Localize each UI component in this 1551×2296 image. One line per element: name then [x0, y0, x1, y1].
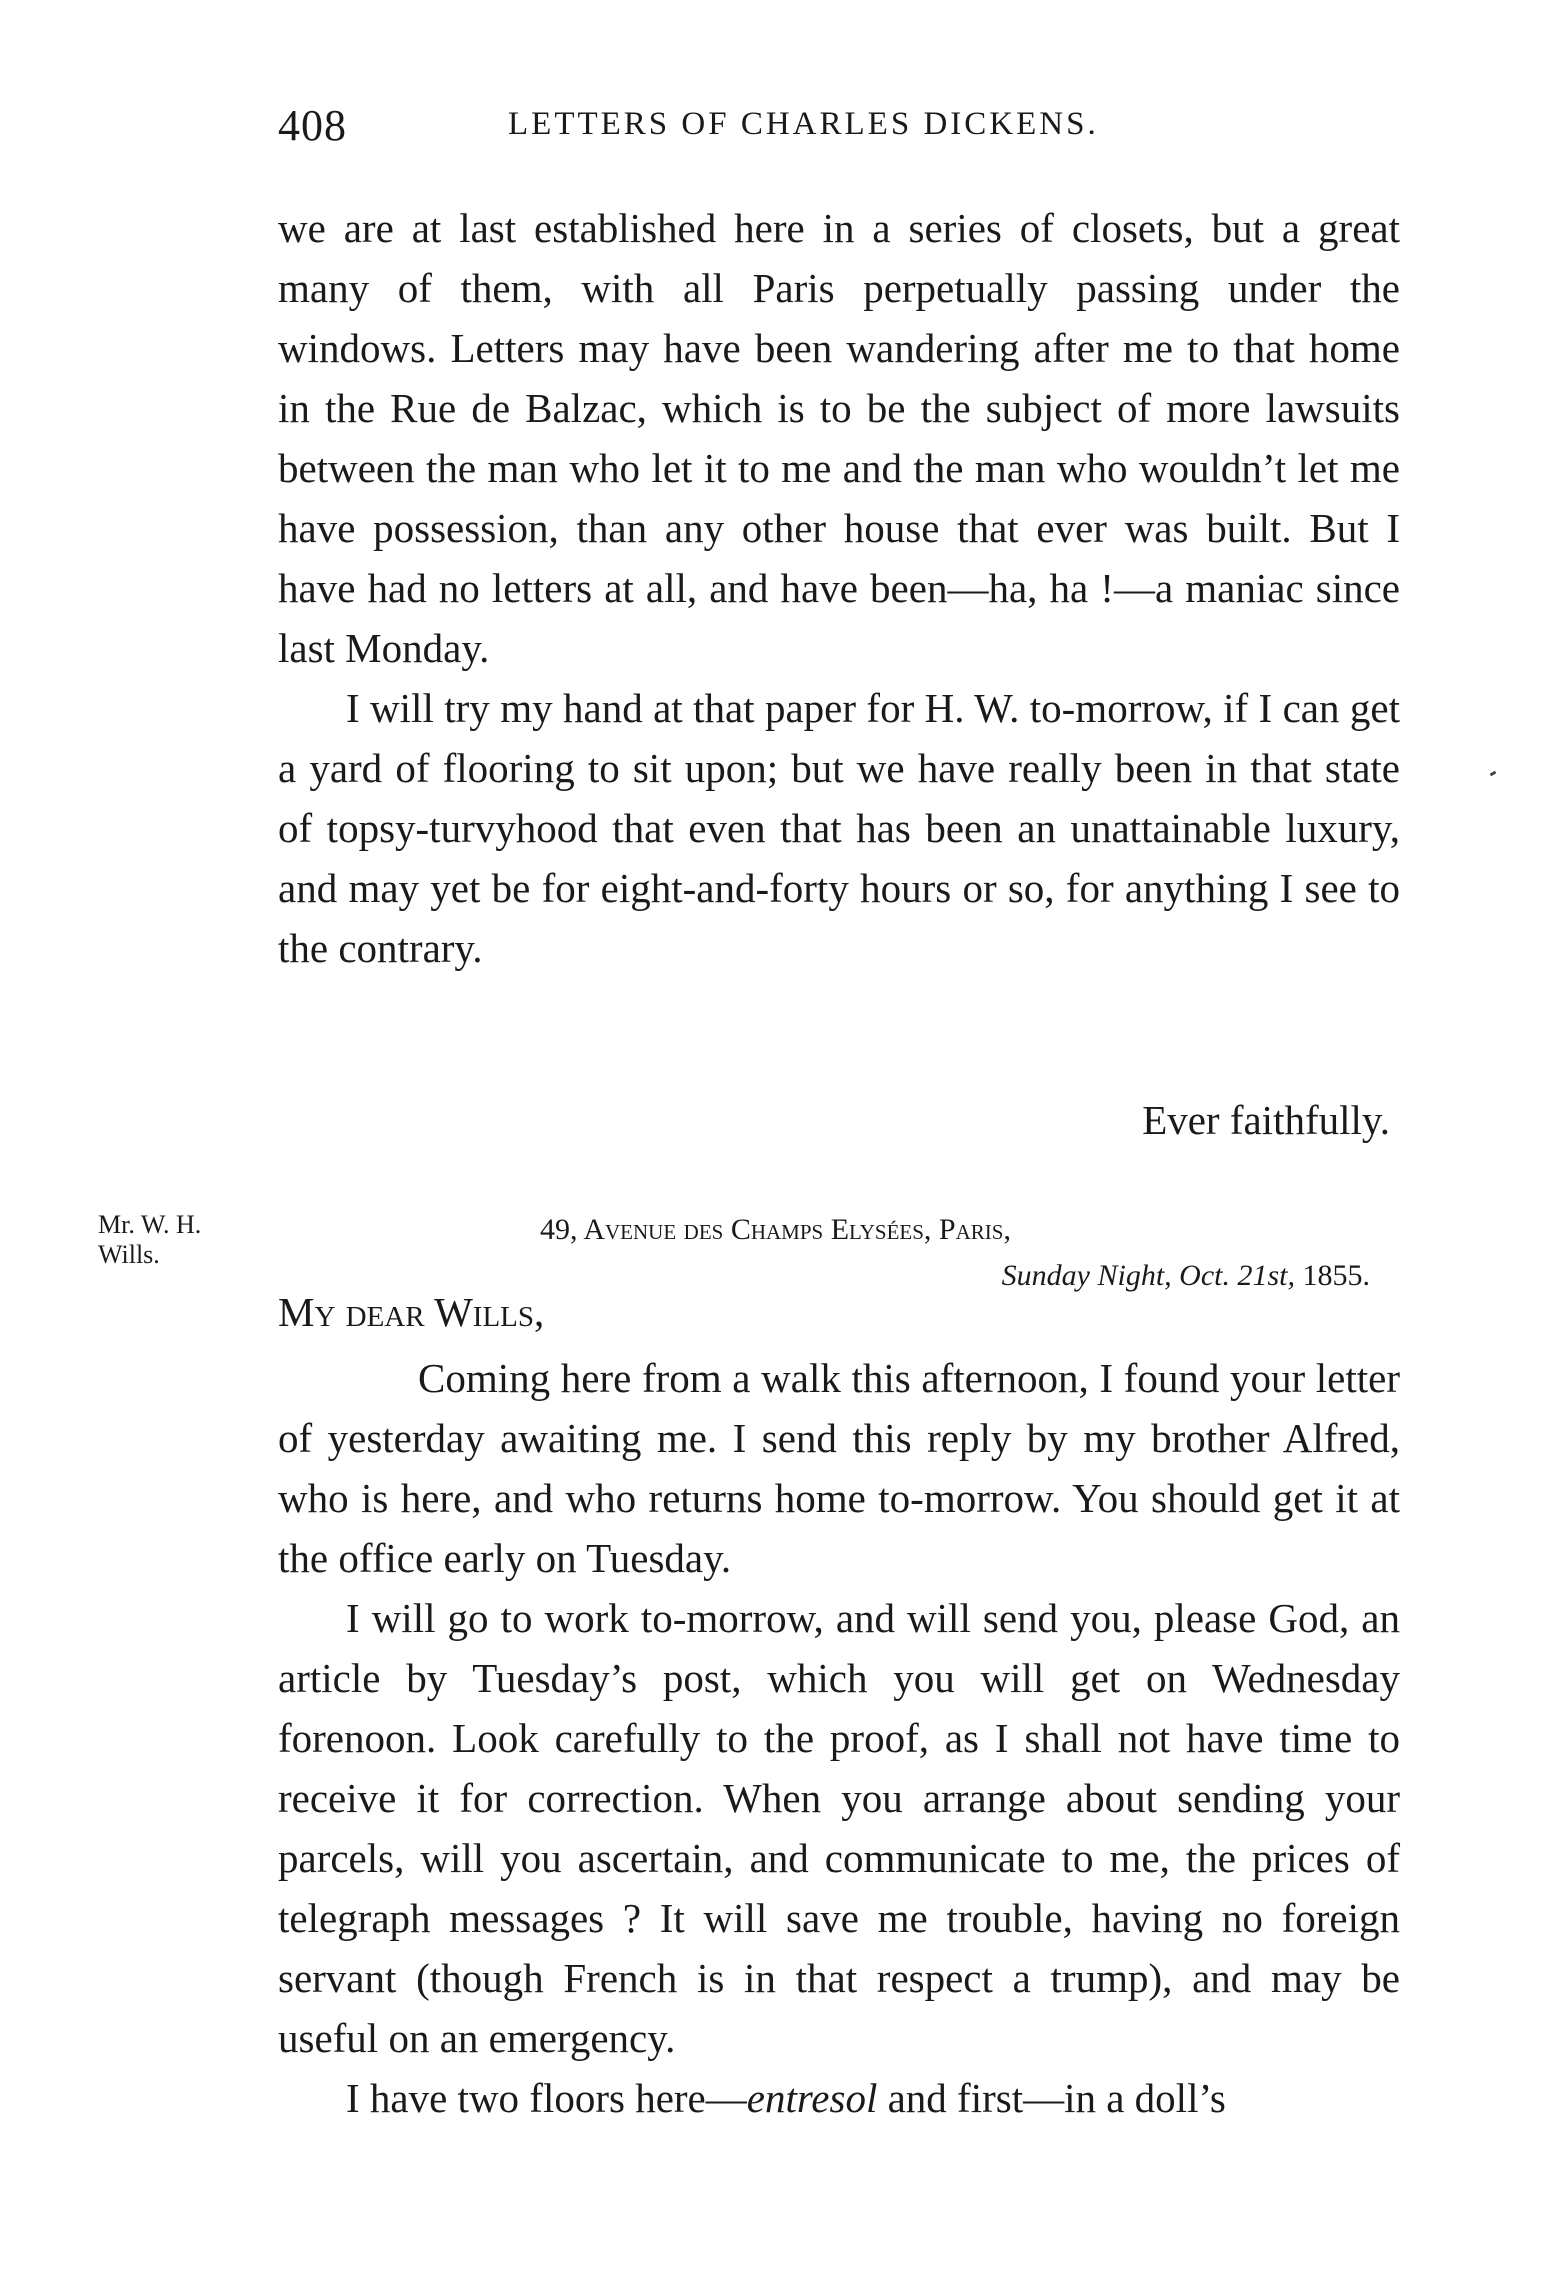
page-number: 408 [278, 101, 347, 150]
margin-note-line-1: Mr. W. H. [98, 1210, 202, 1239]
letter-date-day: Sunday Night, Oct. 21st, [1001, 1259, 1295, 1292]
letter-one-paragraph-1: we are at last established here in a series of closets, but a great many of them, with all Paris perpetually passing under the windows. Letters may have been wandering after me to that home in the Rue de Balzac, which is to be the subject of more lawsuits between the man who let it to me and the man who wouldn’t let me have possession, than any other house that ever was built. But I have had no letters at all, and have been—ha, ha !—a maniac since last Monday. [278, 205, 1400, 671]
ink-speck [1490, 771, 1497, 777]
letter-two-paragraph-2: I will go to work to-morrow, and will send you, please God, an article by Tuesday’s post, which you will get on Wednesday forenoon. Look carefully to the proof, as I shall not have time to receive it for correction. When you arrange about sending your parcels, will you ascertain, and communicate to me, the prices of telegraph messages ? It will save me trouble, having no foreign servant (though French is in that respect a trump), and may be useful on an emergency. [278, 1595, 1400, 2061]
salutation: My dear Wills, [278, 1289, 545, 1335]
letter-two-paragraph-1: Coming here from a walk this afternoon, I found your letter of yesterday awaiting me. I send this reply by my brother Alfred, who is here, and who returns home to-morrow. You should get it at the office early on Tuesday. [278, 1355, 1400, 1581]
margin-note-line-2: Wills. [98, 1240, 160, 1269]
letter-address: 49, Avenue des Champs Elysées, Paris, [540, 1213, 1011, 1246]
letter-two-paragraph-3-start: I have two floors here— [346, 2075, 747, 2121]
letter-one-body [278, 198, 1400, 978]
running-head [278, 100, 1158, 160]
letter-two-paragraph-3-end: and first—in a doll’s [877, 2075, 1226, 2121]
sign-off: Ever faithfully. [1142, 1097, 1390, 1143]
letter-date-year: 1855. [1295, 1259, 1370, 1292]
letter-one-paragraph-2: I will try my hand at that paper for H. W. to-morrow, if I can get a yard of flooring to sit upon; but we have really been in that state of topsy-turvyhood that even that has been an unattainable luxury, and may yet be for eight-and-forty hours or so, for anything I see to the contrary. [278, 685, 1400, 971]
letter-two-body [278, 1348, 1400, 2128]
letter-two-paragraph-3-italic: entresol [746, 2075, 878, 2121]
running-title: LETTERS OF CHARLES DICKENS. [508, 106, 1099, 142]
margin-note [98, 1210, 268, 1270]
letter-two-paragraph-3 [278, 2068, 1400, 2128]
